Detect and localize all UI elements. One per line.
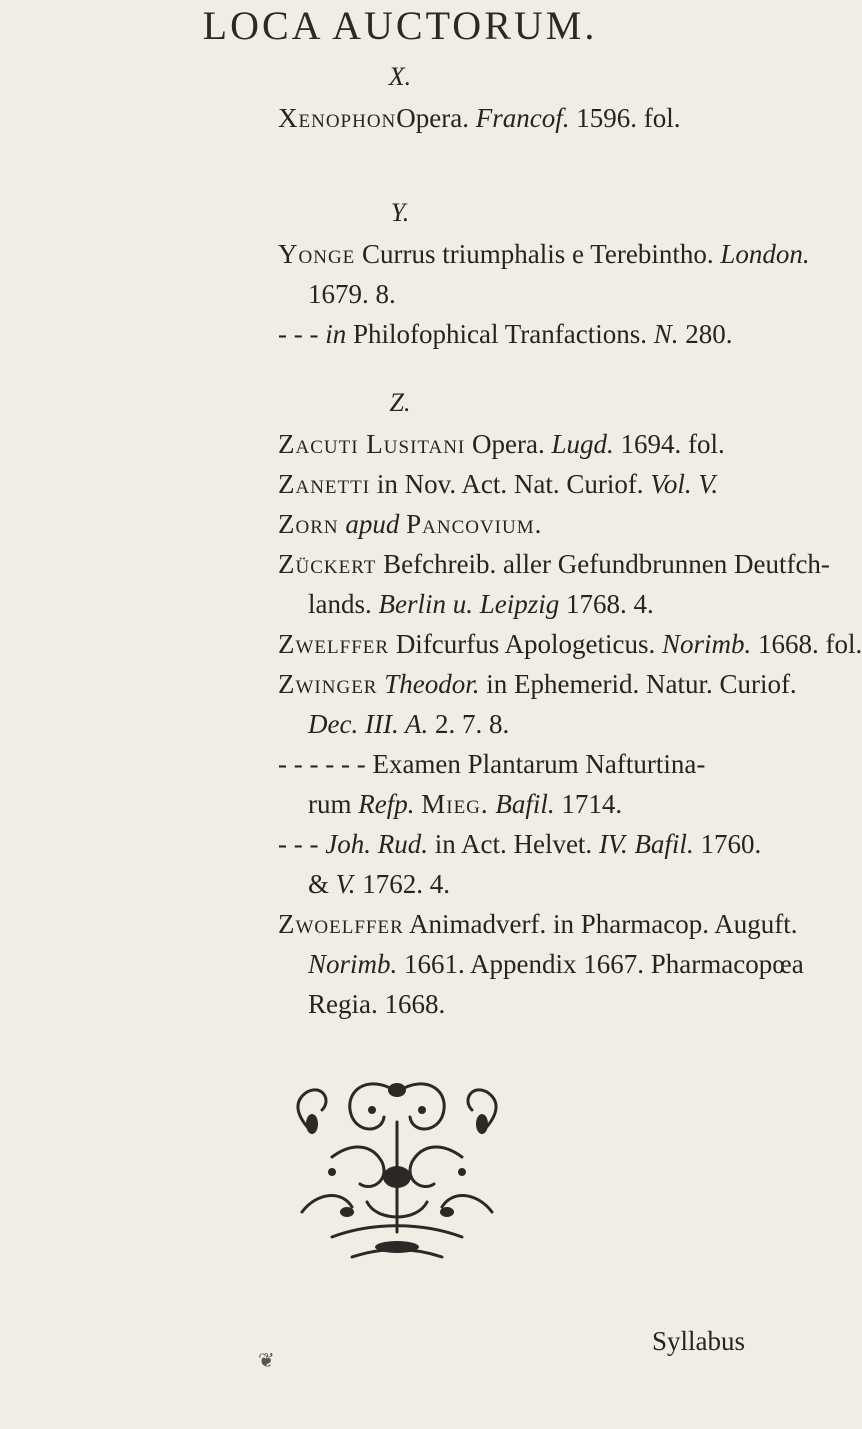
index-entry <box>278 234 810 274</box>
entry-text: in Nov. Act. Nat. Curiof. <box>370 469 651 499</box>
entry-text: 1596. fol. <box>569 103 681 133</box>
italic-text: N. <box>653 319 679 349</box>
index-entry <box>278 424 725 464</box>
entry-continuation-line <box>308 784 622 824</box>
entry-text: 1762. 4. <box>355 869 451 899</box>
entry-text: & <box>308 869 336 899</box>
italic-text: Francof. <box>475 103 570 133</box>
entry-text: in Ephemerid. Natur. Curiof. <box>479 669 797 699</box>
entry-text: Difcurfus Apologeticus. <box>389 629 663 659</box>
section-letter: Z. <box>389 388 411 417</box>
italic-text: Dec. III. A. <box>308 709 429 739</box>
section-letter: Y. <box>390 198 410 227</box>
entry-text: Opera. <box>465 429 552 459</box>
author-name: Mieg. <box>421 789 489 819</box>
floral-tailpiece-icon <box>272 1062 522 1272</box>
running-head: LOCA AUCTORUM. <box>202 3 598 48</box>
catchword: Syllabus <box>652 1326 746 1356</box>
entry-text: Philofophical Tranfactions. <box>346 319 654 349</box>
author-name: Zanetti <box>278 469 371 499</box>
author-name: Yonge <box>278 239 356 269</box>
index-entry <box>278 544 830 584</box>
entry-text: rum <box>308 789 359 819</box>
entry-continuation-line <box>308 274 396 314</box>
author-name: Xenophon <box>278 103 397 133</box>
entry-text: - - - <box>278 319 326 349</box>
entry-text: 1661. Appendix 1667. Pharmacopœa <box>397 949 804 979</box>
italic-text: Vol. V. <box>650 469 719 499</box>
italic-text: Berlin u. Leipzig <box>378 589 560 619</box>
entry-continuation-line <box>308 704 509 744</box>
section-letter: X. <box>388 62 412 91</box>
index-entry <box>278 744 705 784</box>
entry-text: 1694. fol. <box>613 429 725 459</box>
italic-text: Bafil. <box>495 789 555 819</box>
entry-text: lands. <box>308 589 379 619</box>
entry-text: 2. 7. 8. <box>428 709 510 739</box>
italic-text: IV. Bafil. <box>598 829 694 859</box>
entry-text: Currus triumphalis e Terebintho. <box>355 239 721 269</box>
index-entry <box>278 624 862 664</box>
index-entry <box>278 314 733 354</box>
index-entry <box>278 504 542 544</box>
entry-text: 1768. 4. <box>559 589 654 619</box>
entry-text: in Act. Helvet. <box>427 829 599 859</box>
index-entry <box>278 824 761 864</box>
entry-continuation-line <box>308 864 450 904</box>
entry-text: 1668. fol. <box>751 629 862 659</box>
entry-text: Opera. <box>396 103 476 133</box>
italic-text: London. <box>720 239 810 269</box>
entry-continuation-line <box>308 584 654 624</box>
author-name: Zacuti Lusitani <box>278 429 466 459</box>
entry-continuation-line <box>308 944 804 984</box>
entry-continuation-line <box>308 984 445 1024</box>
entry-text: 1760. <box>693 829 762 859</box>
index-entry <box>278 904 797 944</box>
index-entry <box>278 98 681 138</box>
entry-text: - - - - - - Examen Plantarum Nafturtina- <box>278 749 706 779</box>
entry-text: 1714. <box>554 789 623 819</box>
entry-text: - - - <box>278 829 326 859</box>
entry-text: Befchreib. aller Gefundbrunnen Deutfch- <box>376 549 830 579</box>
italic-text: Joh. Rud. <box>325 829 428 859</box>
author-name: Zorn <box>278 509 339 539</box>
entry-text: Animadverf. in Pharmacop. Auguft. <box>403 909 798 939</box>
italic-text: Norimb. <box>662 629 752 659</box>
ink-blot-icon: ❦ <box>258 1350 275 1372</box>
italic-text: apud <box>345 509 400 539</box>
italic-text: Theodor. <box>384 669 480 699</box>
italic-text: Norimb. <box>308 949 398 979</box>
index-entry <box>278 664 797 704</box>
author-name: Zückert <box>278 549 377 579</box>
italic-text: V. <box>335 869 356 899</box>
italic-text: Lugd. <box>551 429 614 459</box>
author-name: Zwelffer <box>278 629 390 659</box>
author-name: Zwinger <box>278 669 378 699</box>
author-name: Zwoelffer <box>278 909 404 939</box>
italic-text: Refp. <box>358 789 415 819</box>
author-name: Pancovium. <box>406 509 543 539</box>
entry-text: 1679. 8. <box>308 279 396 309</box>
entry-text: Regia. 1668. <box>308 989 446 1019</box>
index-entry <box>278 464 718 504</box>
entry-text: 280. <box>678 319 733 349</box>
italic-text: in <box>325 319 347 349</box>
